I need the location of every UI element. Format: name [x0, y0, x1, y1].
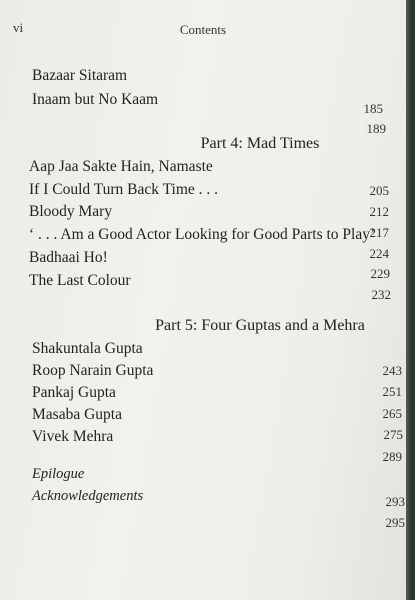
toc-page-number: 243	[382, 363, 402, 378]
toc-page-number: 275	[383, 427, 403, 442]
toc-page-number: 265	[382, 406, 402, 421]
toc-page-number: 293	[385, 494, 405, 509]
part-title: Part 4: Mad Times	[200, 135, 320, 152]
page-number: vi	[13, 20, 24, 35]
toc-entry: Roop Narain Gupta	[32, 362, 154, 379]
page-header	[0, 20, 406, 40]
toc-page-number: 251	[382, 384, 402, 399]
toc-entry: Bloody Mary	[29, 203, 113, 220]
toc-entry: Inaam but No Kaam	[32, 91, 159, 108]
toc-page-number: 232	[371, 287, 391, 302]
toc-page-number: 217	[369, 225, 389, 240]
toc-entry: Masaba Gupta	[32, 406, 122, 423]
toc-entry: If I Could Turn Back Time . . .	[29, 181, 219, 198]
toc-entry: Shakuntala Gupta	[32, 340, 143, 357]
toc-page-number: 295	[385, 515, 405, 530]
toc-entry: Badhaai Ho!	[29, 249, 108, 266]
toc-page-number: 289	[382, 449, 402, 464]
toc-entry: Pankaj Gupta	[32, 384, 116, 401]
toc-page-number: 205	[369, 183, 389, 198]
toc-entry: The Last Colour	[29, 272, 131, 289]
toc-page-number: 224	[369, 246, 389, 261]
running-title: Contents	[179, 22, 227, 37]
toc-entry: Epilogue	[32, 466, 85, 482]
book-spine-edge	[406, 0, 415, 600]
part-title: Part 5: Four Guptas and a Mehra	[155, 317, 365, 334]
toc-page-number: 189	[366, 121, 386, 136]
toc-entry: ‘ . . . Am a Good Actor Looking for Good Parts to Play’	[29, 226, 376, 243]
toc-entry: Aap Jaa Sakte Hain, Namaste	[29, 158, 213, 175]
toc-page-number: 185	[363, 101, 383, 116]
toc-entry: Vivek Mehra	[32, 428, 114, 445]
toc-entry: Bazaar Sitaram	[32, 67, 128, 84]
toc-entry: Acknowledgements	[32, 488, 144, 504]
toc-page-number: 212	[369, 204, 389, 219]
toc-page-number: 229	[370, 266, 390, 281]
